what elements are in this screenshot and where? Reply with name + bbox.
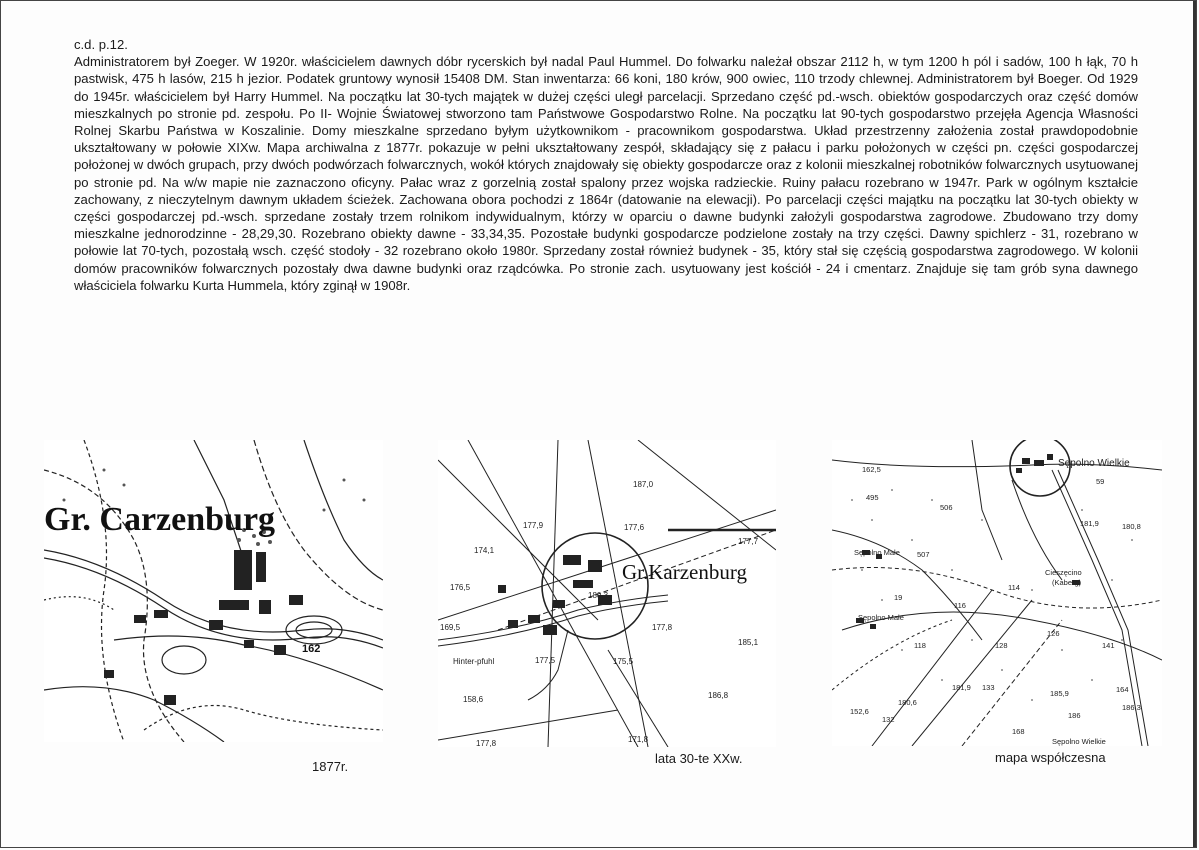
map-1930s-height-10: 185,1 bbox=[738, 638, 759, 647]
map-contemporary bbox=[832, 440, 1162, 746]
map-contemporary-height-3: 181,9 bbox=[1080, 519, 1099, 528]
map-contemporary-sepolno-wielkie-bottom: Sępolno Wielkie bbox=[1052, 737, 1106, 746]
map-contemporary-height-16: 186,3 bbox=[1122, 703, 1141, 712]
map-1877-town-label: Gr. Carzenburg bbox=[44, 501, 276, 538]
map-1930s-height-7: 180,3 bbox=[588, 591, 609, 600]
map-contemporary-height-10: 126 bbox=[1047, 629, 1060, 638]
map-contemporary-sepolno-wielkie: Sępolno Wielkie bbox=[1058, 458, 1130, 469]
map-contemporary-height-23: 118 bbox=[914, 641, 926, 650]
map-1930s-height-9: 177,8 bbox=[652, 623, 673, 632]
map-contemporary-height-12: 141 bbox=[1102, 641, 1115, 650]
map-1930s-height-4: 177,7 bbox=[738, 537, 759, 546]
map-1930s-height-12: 177,5 bbox=[535, 656, 556, 665]
map-1930s-height-8: 169,5 bbox=[440, 623, 461, 632]
map-contemporary-height-1: 162,5 bbox=[862, 465, 881, 474]
map-1930s-place: Hinter-pfuhl bbox=[453, 657, 495, 666]
map-contemporary-height-19: 152,6 bbox=[850, 707, 869, 716]
map-1930s-height-1: 187,0 bbox=[633, 480, 654, 489]
page-reference: c.d. p.12. bbox=[74, 37, 128, 52]
map-contemporary-height-18: 180,6 bbox=[898, 698, 917, 707]
map-1930s-caption: lata 30-te XXw. bbox=[655, 751, 743, 766]
map-1877-caption: 1877r. bbox=[312, 759, 349, 774]
map-contemporary-height-17: 186 bbox=[1068, 711, 1081, 720]
map-contemporary-height-6: 506 bbox=[940, 503, 953, 512]
map-contemporary-cieszecino: Cieszęcino bbox=[1045, 568, 1082, 577]
map-1930s-height-14: 158,6 bbox=[463, 695, 484, 704]
map-contemporary-height-4: 180,8 bbox=[1122, 522, 1141, 531]
map-contemporary-kaberg: (Kaberg) bbox=[1052, 578, 1082, 587]
map-1930s-height-3: 177,6 bbox=[624, 523, 645, 532]
map-1930s-height-2: 177,9 bbox=[523, 521, 544, 530]
map-contemporary-caption: mapa współczesna bbox=[995, 750, 1106, 765]
map-contemporary-height-13: 181,9 bbox=[952, 683, 971, 692]
map-1930s-drawing bbox=[438, 440, 776, 747]
map-contemporary-height-15: 164 bbox=[1116, 685, 1129, 694]
map-contemporary-height-2: 59 bbox=[1096, 477, 1105, 486]
map-contemporary-drawing bbox=[832, 440, 1162, 746]
map-contemporary-height-20: 132 bbox=[882, 715, 895, 724]
document-text bbox=[74, 36, 1138, 294]
body-paragraph: Administratorem był Zoeger. W 1920r. właścicielem dawnych dóbr rycerskich był nadal Paul Hummel. Do folwarku należał obszar 2112 h, w tym 1200 h pól i sadów, 100 h łąk, 70 h pastwisk, 475 h lasów, 215 h jezior. Podatek gruntowy wynosił 15408 DM. Stan inwentarza: 66 koni, 180 krów, 900 owiec, 110 trzody chlewnej. Administratorem był Boeger. Od 1929 do 1945r. właścicielem był Harry Hummel. Na początku lat 30-tych majątek w dużej części uległ parcelacji. Sprzedano część pd.-wsch. obiektów gospodarczych oraz część domów mieszkalnych po stronie pd. zespołu. Po II- Wojnie Światowej stworzono tam Państwowe Gospodarstwo Rolne. Na początku lat 90-tych gospodarstwo przejęła Agencja Własności Rolnej Skarbu Państwa w Koszalinie. Domy mieszkalne sprzedano byłym użytkownikom - pracownikom gospodarstwa. Układ przestrzenny założenia został prawdopodobnie ukształtowany w połowie XIXw. Mapa archiwalna z 1877r. pokazuje w pełni ukształtowany zespół, składający się z pałacu i parku położonych w części pn. części gospodarczej położonej w dwóch grupach, przy dwóch podwórzach folwarcznych, wokół których znajdowały się obiekty gospodarcze oraz z kolonii mieszkalnej robotników folwarcznych usytuowanej po stronie pd. Na w/w mapie nie zaznaczono oficyny. Pałac wraz z gorzelnią został spalony przez wojska radzieckie. Ruiny pałacu rozebrano w 1947r. Park w ogólnym kształcie zachowany, z nieczytelnym dawnym układem ścieżek. Zachowana obora pochodzi z 1864r (datowanie na elewacji). Po parcelacji części majątku na początku lat 30-tych obiekty w części gospodarczej pd.-wsch. sprzedane zostały trzem rolnikom indywidualnym, którzy w oparciu o dawne budynki założyli gospodarstwa zagrodowe. Zbudowano trzy domy mieszkalne jednorodzinne - 28,29,30. Rozebrano obiekty dawne - 33,34,35. Pozostałe budynki gospodarcze podzielone zostały na trzy części. Dawny spichlerz - 31, rozebrano w połowie lat 70-tych, pozostałą wsch. część stodoły - 32 rozebrano około 1980r. Sprzedany został również budynek - 35, który stał się częścią gospodarstwa zagrodowego. W kolonii domów pracowników folwarcznych pozostały dwa dawne budynki oraz rządcówka. Po stronie zach. usytuowany jest kościół - 24 i cmentarz. Znajduje się tam grób syna dawnego właściciela folwarku Kurta Hummela, który zginął w 1908r. bbox=[74, 54, 1138, 293]
map-1930s-height-13: 186,8 bbox=[708, 691, 729, 700]
map-contemporary-height-7: 507 bbox=[917, 550, 930, 559]
map-1930s-height-11: 175,5 bbox=[613, 657, 634, 666]
map-contemporary-height-24: 133 bbox=[982, 683, 995, 692]
map-1930s-height-15: 171,8 bbox=[628, 735, 649, 744]
map-contemporary-height-22: 19 bbox=[894, 593, 903, 602]
map-1877 bbox=[44, 440, 383, 742]
map-1930s-height-5: 174,1 bbox=[474, 546, 495, 555]
map-contemporary-sepolno-male-2: Sępolno Małe bbox=[858, 613, 904, 622]
map-1930s-height-16: 177,8 bbox=[476, 739, 497, 747]
map-contemporary-sepolno-male: Sępolno Małe bbox=[854, 548, 900, 557]
map-1877-height-label: 162 bbox=[302, 643, 321, 655]
map-1930s-height-6: 176,5 bbox=[450, 583, 471, 592]
map-contemporary-height-11: 128 bbox=[995, 641, 1008, 650]
map-contemporary-height-9: 116 bbox=[954, 601, 966, 610]
map-contemporary-height-14: 185,9 bbox=[1050, 689, 1069, 698]
map-1877-drawing bbox=[44, 440, 383, 742]
map-contemporary-height-21: 168 bbox=[1012, 727, 1025, 736]
map-contemporary-height-8: 114 bbox=[1008, 583, 1020, 592]
map-1930s bbox=[438, 440, 776, 747]
map-contemporary-height-5: 495 bbox=[866, 493, 879, 502]
map-1930s-town-label: Gr.Karzenburg bbox=[622, 560, 747, 584]
